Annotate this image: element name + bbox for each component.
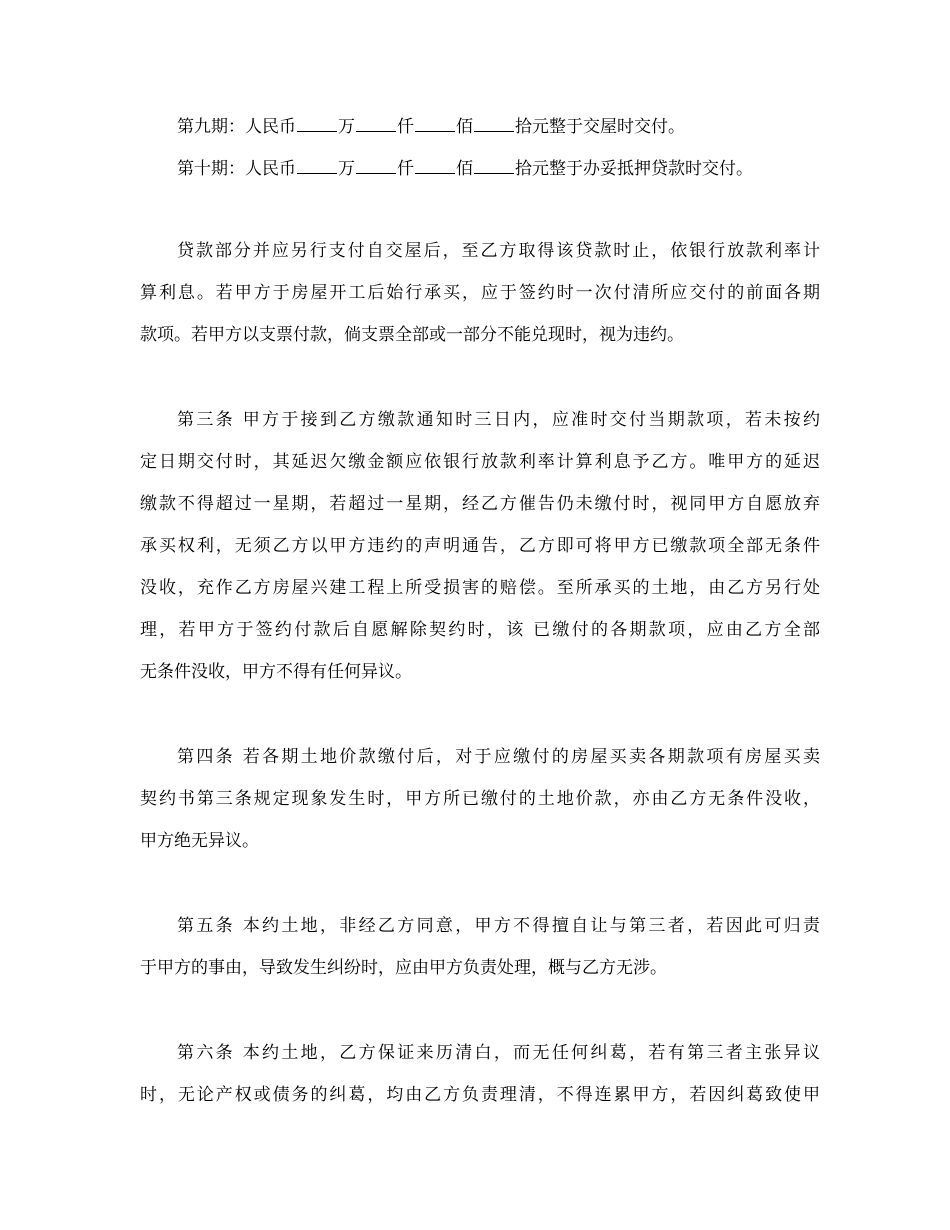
amount-blank <box>474 156 514 174</box>
paragraph-line: 第三条 甲方于接到乙方缴款通知时三日内，应准时交付当期款项，若未按约 <box>177 410 820 430</box>
paragraph-line: 于甲方的事由，导致发生纠纷时，应由甲方负责处理，概与乙方无涉。 <box>140 958 667 978</box>
paragraph-line: 甲方绝无异议。 <box>140 831 259 851</box>
paragraph-line: 第四条 若各期土地价款缴付后，对于应缴付的房屋买卖各期款项有房屋买卖 <box>177 747 820 767</box>
installment-prefix: 第九期：人民币 <box>177 117 296 137</box>
paragraph-line: 契约书第三条规定现象发生时，甲方所已缴付的土地价款，亦由乙方无条件没收， <box>140 789 820 809</box>
unit-label: 佰 <box>456 159 473 179</box>
paragraph-line: 款项。若甲方以支票付款，倘支票全部或一部分不能兑现时，视为违约。 <box>140 325 684 345</box>
unit-label: 万 <box>338 159 355 179</box>
unit-label: 仟 <box>397 117 414 137</box>
amount-blank <box>415 156 455 174</box>
unit-label: 拾元整于办妥抵押贷款时交付。 <box>515 159 753 179</box>
paragraph-line: 第六条 本约土地，乙方保证来历清白，而无任何纠葛，若有第三者主张异议 <box>177 1043 820 1063</box>
paragraph-line: 贷款部分并应另行支付自交屋后，至乙方取得该贷款时止，依银行放款利率计 <box>177 241 820 261</box>
unit-label: 拾元整于交屋时交付。 <box>515 117 685 137</box>
amount-blank <box>297 156 337 174</box>
amount-blank <box>297 114 337 132</box>
paragraph-line: 缴款不得超过一星期，若超过一星期，经乙方催告仍未缴付时，视同甲方自愿放弃 <box>140 494 820 514</box>
unit-label: 万 <box>338 117 355 137</box>
amount-blank <box>415 114 455 132</box>
paragraph-line: 定日期交付时，其延迟欠缴金额应依银行放款利率计算利息予乙方。唯甲方的延迟 <box>140 452 820 472</box>
installment-line-9 <box>140 114 820 137</box>
paragraph-line: 算利息。若甲方于房屋开工后始行承买，应于签约时一次付清所应交付的前面各期 <box>140 283 820 303</box>
unit-label: 佰 <box>456 117 473 137</box>
paragraph-line: 理，若甲方于签约付款后自愿解除契约时，该 已缴付的各期款项，应由乙方全部 <box>140 620 820 640</box>
amount-blank <box>356 114 396 132</box>
unit-label: 仟 <box>397 159 414 179</box>
installment-prefix: 第十期：人民币 <box>177 159 296 179</box>
paragraph-line: 无条件没收，甲方不得有任何异议。 <box>140 662 412 682</box>
amount-blank <box>356 156 396 174</box>
amount-blank <box>474 114 514 132</box>
paragraph-line: 承买权利，无须乙方以甲方违约的声明通告，乙方即可将甲方已缴款项全部无条件 <box>140 536 820 556</box>
installment-line-10 <box>140 156 820 179</box>
paragraph-line: 时，无论产权或债务的纠葛，均由乙方负责理清，不得连累甲方，若因纠葛致使甲 <box>140 1085 820 1105</box>
paragraph-line: 第五条 本约土地，非经乙方同意，甲方不得擅自让与第三者，若因此可归责 <box>177 916 820 936</box>
paragraph-line: 没收，充作乙方房屋兴建工程上所受损害的赔偿。至所承买的土地，由乙方另行处 <box>140 578 820 598</box>
